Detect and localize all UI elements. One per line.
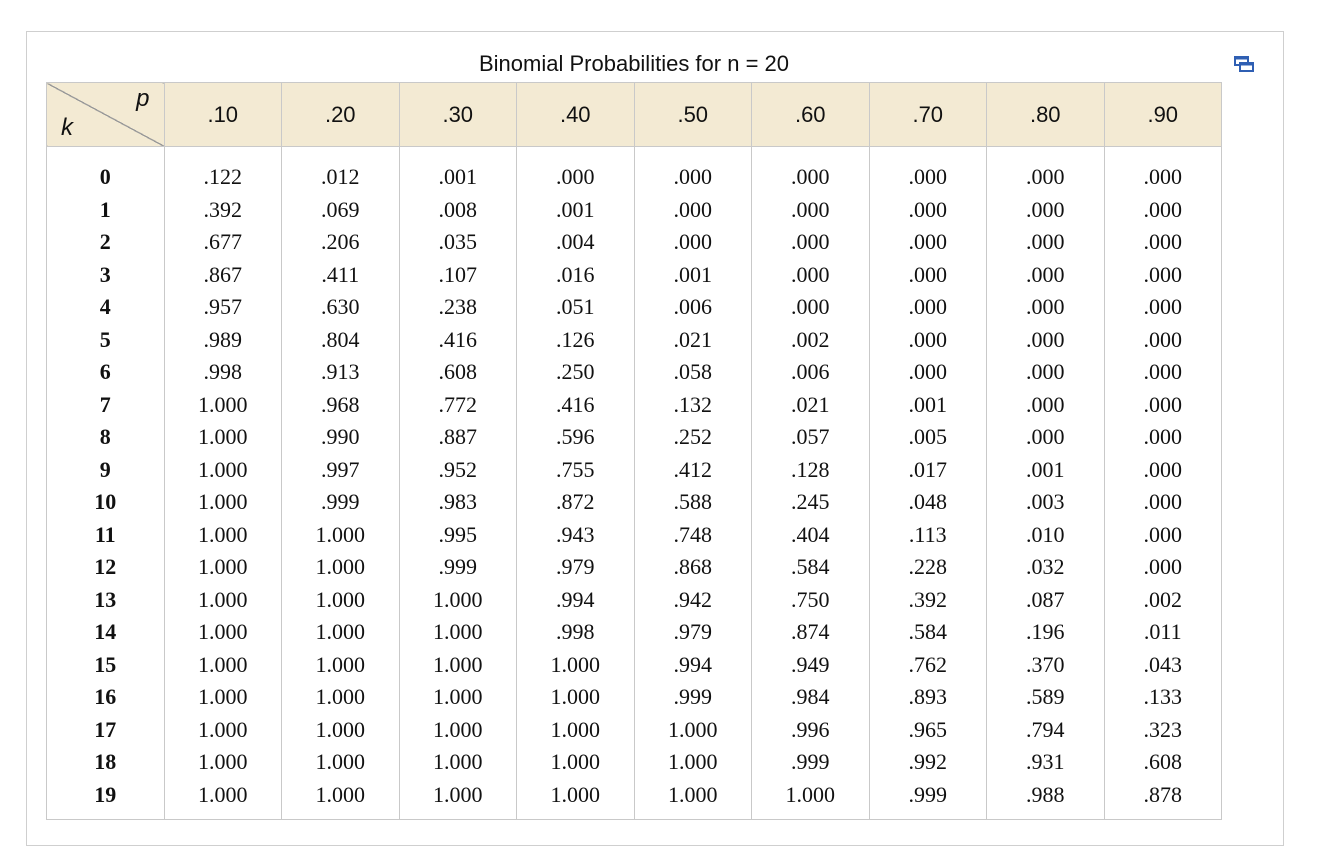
probability-cell: .043 — [1104, 649, 1222, 682]
probability-cell: 1.000 — [517, 714, 635, 747]
probability-cell: .411 — [282, 259, 400, 292]
k-value: 17 — [47, 714, 165, 747]
table-row — [47, 421, 1222, 454]
probability-cell: .000 — [1104, 519, 1222, 552]
probability-cell: 1.000 — [634, 714, 752, 747]
probability-cell: .000 — [1104, 324, 1222, 357]
k-value: 3 — [47, 259, 165, 292]
probability-cell: .000 — [752, 194, 870, 227]
probability-cell: .584 — [752, 551, 870, 584]
probability-cell: .323 — [1104, 714, 1222, 747]
probability-cell: .133 — [1104, 681, 1222, 714]
column-header: .10 — [164, 83, 282, 147]
probability-cell: .750 — [752, 584, 870, 617]
table-row — [47, 486, 1222, 519]
k-value: 4 — [47, 291, 165, 324]
probability-cell: .000 — [869, 356, 987, 389]
column-header: .80 — [987, 83, 1105, 147]
corner-header — [47, 83, 165, 147]
table-body — [47, 147, 1222, 820]
probability-cell: 1.000 — [517, 649, 635, 682]
probability-cell: .872 — [517, 486, 635, 519]
probability-cell: .000 — [869, 226, 987, 259]
probability-cell: .000 — [517, 161, 635, 194]
probability-cell: 1.000 — [282, 616, 400, 649]
probability-cell: .000 — [869, 194, 987, 227]
probability-cell: 1.000 — [399, 714, 517, 747]
probability-cell: .032 — [987, 551, 1105, 584]
probability-cell: .196 — [987, 616, 1105, 649]
probability-cell: .087 — [987, 584, 1105, 617]
table-row — [47, 356, 1222, 389]
probability-cell: 1.000 — [399, 649, 517, 682]
column-header: .90 — [1104, 83, 1222, 147]
probability-cell: .000 — [752, 259, 870, 292]
probability-cell: .000 — [634, 194, 752, 227]
probability-cell: 1.000 — [634, 746, 752, 779]
k-value: 12 — [47, 551, 165, 584]
probability-cell: .004 — [517, 226, 635, 259]
probability-cell: .069 — [282, 194, 400, 227]
probability-cell: .999 — [399, 551, 517, 584]
probability-cell: .003 — [987, 486, 1105, 519]
k-value: 16 — [47, 681, 165, 714]
table-row — [47, 454, 1222, 487]
k-value: 14 — [47, 616, 165, 649]
probability-cell: .008 — [399, 194, 517, 227]
probability-cell: .000 — [1104, 551, 1222, 584]
probability-cell: .804 — [282, 324, 400, 357]
probability-cell: .997 — [282, 454, 400, 487]
probability-cell: .000 — [987, 161, 1105, 194]
probability-cell: .000 — [752, 226, 870, 259]
probability-cell: .000 — [869, 324, 987, 357]
probability-cell: .979 — [634, 616, 752, 649]
probability-cell: .867 — [164, 259, 282, 292]
probability-cell: 1.000 — [399, 779, 517, 812]
probability-cell: 1.000 — [517, 681, 635, 714]
probability-cell: .748 — [634, 519, 752, 552]
probability-cell: .965 — [869, 714, 987, 747]
k-value: 15 — [47, 649, 165, 682]
probability-cell: 1.000 — [282, 714, 400, 747]
probability-cell: .998 — [164, 356, 282, 389]
probability-cell: 1.000 — [282, 746, 400, 779]
probability-cell: .412 — [634, 454, 752, 487]
probability-cell: .677 — [164, 226, 282, 259]
probability-cell: 1.000 — [164, 714, 282, 747]
probability-cell: .017 — [869, 454, 987, 487]
probability-cell: .868 — [634, 551, 752, 584]
column-header: .40 — [517, 83, 635, 147]
probability-cell: .989 — [164, 324, 282, 357]
probability-cell: 1.000 — [517, 746, 635, 779]
probability-cell: 1.000 — [282, 519, 400, 552]
probability-cell: .984 — [752, 681, 870, 714]
probability-cell: .238 — [399, 291, 517, 324]
probability-cell: .000 — [1104, 259, 1222, 292]
probability-cell: .957 — [164, 291, 282, 324]
probability-cell: .370 — [987, 649, 1105, 682]
probability-cell: .392 — [869, 584, 987, 617]
probability-cell: 1.000 — [164, 746, 282, 779]
probability-cell: .762 — [869, 649, 987, 682]
probability-cell: .874 — [752, 616, 870, 649]
probability-cell: .113 — [869, 519, 987, 552]
k-value: 19 — [47, 779, 165, 812]
probability-cell: 1.000 — [282, 779, 400, 812]
probability-cell: .001 — [634, 259, 752, 292]
probability-cell: .021 — [752, 389, 870, 422]
probability-cell: .794 — [987, 714, 1105, 747]
probability-cell: 1.000 — [164, 779, 282, 812]
probability-cell: .000 — [634, 226, 752, 259]
table-title: Binomial Probabilities for n = 20 — [479, 51, 789, 76]
probability-cell: .012 — [282, 161, 400, 194]
probability-cell: .000 — [1104, 486, 1222, 519]
k-value: 6 — [47, 356, 165, 389]
probability-cell: 1.000 — [399, 584, 517, 617]
probability-cell: .016 — [517, 259, 635, 292]
probability-cell: 1.000 — [164, 616, 282, 649]
probability-cell: .755 — [517, 454, 635, 487]
probability-cell: .589 — [987, 681, 1105, 714]
probability-cell: .206 — [282, 226, 400, 259]
k-value: 2 — [47, 226, 165, 259]
probability-cell: .002 — [752, 324, 870, 357]
table-row — [47, 194, 1222, 227]
probability-cell: .000 — [987, 291, 1105, 324]
table-row — [47, 746, 1222, 779]
binomial-table — [46, 82, 1222, 820]
probability-cell: .000 — [987, 226, 1105, 259]
probability-cell: .000 — [634, 161, 752, 194]
probability-cell: .000 — [1104, 421, 1222, 454]
k-value: 5 — [47, 324, 165, 357]
popout-window-icon[interactable] — [1233, 54, 1255, 74]
probability-cell: .005 — [869, 421, 987, 454]
probability-cell: .000 — [987, 324, 1105, 357]
probability-cell: .949 — [752, 649, 870, 682]
probability-cell: .048 — [869, 486, 987, 519]
probability-cell: .404 — [752, 519, 870, 552]
probability-cell: .893 — [869, 681, 987, 714]
table-row — [47, 324, 1222, 357]
probability-cell: 1.000 — [634, 779, 752, 812]
probability-cell: .002 — [1104, 584, 1222, 617]
probability-cell: .245 — [752, 486, 870, 519]
probability-cell: .000 — [1104, 194, 1222, 227]
probability-cell: 1.000 — [164, 389, 282, 422]
probability-cell: .996 — [752, 714, 870, 747]
probability-cell: 1.000 — [164, 584, 282, 617]
probability-cell: .588 — [634, 486, 752, 519]
table-row — [47, 259, 1222, 292]
k-label: k — [61, 114, 73, 141]
probability-cell: .000 — [987, 389, 1105, 422]
probability-cell: .107 — [399, 259, 517, 292]
probability-cell: .584 — [869, 616, 987, 649]
probability-cell: 1.000 — [282, 681, 400, 714]
spacer-row — [47, 811, 1222, 820]
probability-cell: 1.000 — [164, 649, 282, 682]
k-value: 1 — [47, 194, 165, 227]
probability-cell: .392 — [164, 194, 282, 227]
probability-cell: .990 — [282, 421, 400, 454]
probability-cell: .228 — [869, 551, 987, 584]
probability-cell: .608 — [399, 356, 517, 389]
column-header: .20 — [282, 83, 400, 147]
k-value: 11 — [47, 519, 165, 552]
probability-cell: .931 — [987, 746, 1105, 779]
k-value: 9 — [47, 454, 165, 487]
k-value: 10 — [47, 486, 165, 519]
probability-cell: .772 — [399, 389, 517, 422]
probability-cell: .000 — [987, 356, 1105, 389]
probability-cell: .608 — [1104, 746, 1222, 779]
probability-cell: .999 — [282, 486, 400, 519]
probability-cell: .983 — [399, 486, 517, 519]
table-row — [47, 714, 1222, 747]
probability-cell: .000 — [869, 259, 987, 292]
probability-cell: .011 — [1104, 616, 1222, 649]
probability-cell: .878 — [1104, 779, 1222, 812]
k-value: 18 — [47, 746, 165, 779]
probability-cell: 1.000 — [164, 681, 282, 714]
probability-cell: .000 — [1104, 389, 1222, 422]
probability-cell: .968 — [282, 389, 400, 422]
probability-cell: .000 — [869, 291, 987, 324]
probability-cell: .126 — [517, 324, 635, 357]
probability-cell: .998 — [517, 616, 635, 649]
probability-cell: .132 — [634, 389, 752, 422]
table-row — [47, 616, 1222, 649]
probability-cell: .006 — [752, 356, 870, 389]
probability-cell: .000 — [987, 194, 1105, 227]
probability-cell: .999 — [634, 681, 752, 714]
probability-cell: 1.000 — [164, 486, 282, 519]
probability-cell: .000 — [752, 291, 870, 324]
probability-cell: .999 — [752, 746, 870, 779]
column-header: .30 — [399, 83, 517, 147]
probability-cell: .999 — [869, 779, 987, 812]
column-header: .60 — [752, 83, 870, 147]
table-row — [47, 584, 1222, 617]
k-value: 8 — [47, 421, 165, 454]
probability-cell: .021 — [634, 324, 752, 357]
probability-cell: .887 — [399, 421, 517, 454]
probability-cell: .000 — [987, 259, 1105, 292]
k-value: 7 — [47, 389, 165, 422]
probability-cell: .010 — [987, 519, 1105, 552]
k-value: 13 — [47, 584, 165, 617]
probability-cell: .000 — [1104, 161, 1222, 194]
probability-cell: 1.000 — [164, 454, 282, 487]
probability-cell: .942 — [634, 584, 752, 617]
probability-cell: .994 — [634, 649, 752, 682]
probability-cell: 1.000 — [282, 649, 400, 682]
probability-cell: .000 — [987, 421, 1105, 454]
table-row — [47, 649, 1222, 682]
probability-cell: .001 — [869, 389, 987, 422]
probability-cell: 1.000 — [164, 551, 282, 584]
probability-cell: .051 — [517, 291, 635, 324]
probability-cell: .992 — [869, 746, 987, 779]
probability-cell: .995 — [399, 519, 517, 552]
probability-cell: 1.000 — [164, 421, 282, 454]
table-row — [47, 551, 1222, 584]
probability-cell: .952 — [399, 454, 517, 487]
spacer-row — [47, 147, 1222, 162]
probability-cell: .630 — [282, 291, 400, 324]
column-header: .50 — [634, 83, 752, 147]
probability-cell: .994 — [517, 584, 635, 617]
probability-cell: .250 — [517, 356, 635, 389]
table-row — [47, 161, 1222, 194]
table-row — [47, 519, 1222, 552]
probability-cell: .988 — [987, 779, 1105, 812]
probability-cell: .913 — [282, 356, 400, 389]
probability-cell: .000 — [869, 161, 987, 194]
probability-cell: 1.000 — [752, 779, 870, 812]
probability-cell: 1.000 — [399, 616, 517, 649]
probability-cell: 1.000 — [282, 551, 400, 584]
probability-cell: .000 — [1104, 454, 1222, 487]
probability-cell: .596 — [517, 421, 635, 454]
probability-cell: .001 — [987, 454, 1105, 487]
table-row — [47, 681, 1222, 714]
probability-cell: 1.000 — [282, 584, 400, 617]
probability-cell: .058 — [634, 356, 752, 389]
probability-cell: .128 — [752, 454, 870, 487]
probability-cell: .122 — [164, 161, 282, 194]
probability-cell: .001 — [517, 194, 635, 227]
column-header: .70 — [869, 83, 987, 147]
probability-cell: 1.000 — [399, 746, 517, 779]
probability-cell: .000 — [1104, 291, 1222, 324]
probability-cell: .057 — [752, 421, 870, 454]
probability-cell: .943 — [517, 519, 635, 552]
probability-cell: 1.000 — [399, 681, 517, 714]
probability-cell: 1.000 — [517, 779, 635, 812]
probability-cell: .000 — [1104, 226, 1222, 259]
probability-cell: .416 — [399, 324, 517, 357]
table-row — [47, 389, 1222, 422]
p-label: p — [136, 85, 150, 112]
probability-cell: 1.000 — [164, 519, 282, 552]
probability-cell: .001 — [399, 161, 517, 194]
probability-cell: .979 — [517, 551, 635, 584]
probability-cell: .006 — [634, 291, 752, 324]
header-row — [47, 83, 1222, 147]
k-value: 0 — [47, 161, 165, 194]
probability-cell: .000 — [752, 161, 870, 194]
table-row — [47, 291, 1222, 324]
table-row — [47, 779, 1222, 812]
probability-cell: .416 — [517, 389, 635, 422]
probability-cell: .000 — [1104, 356, 1222, 389]
table-row — [47, 226, 1222, 259]
probability-cell: .035 — [399, 226, 517, 259]
probability-cell: .252 — [634, 421, 752, 454]
